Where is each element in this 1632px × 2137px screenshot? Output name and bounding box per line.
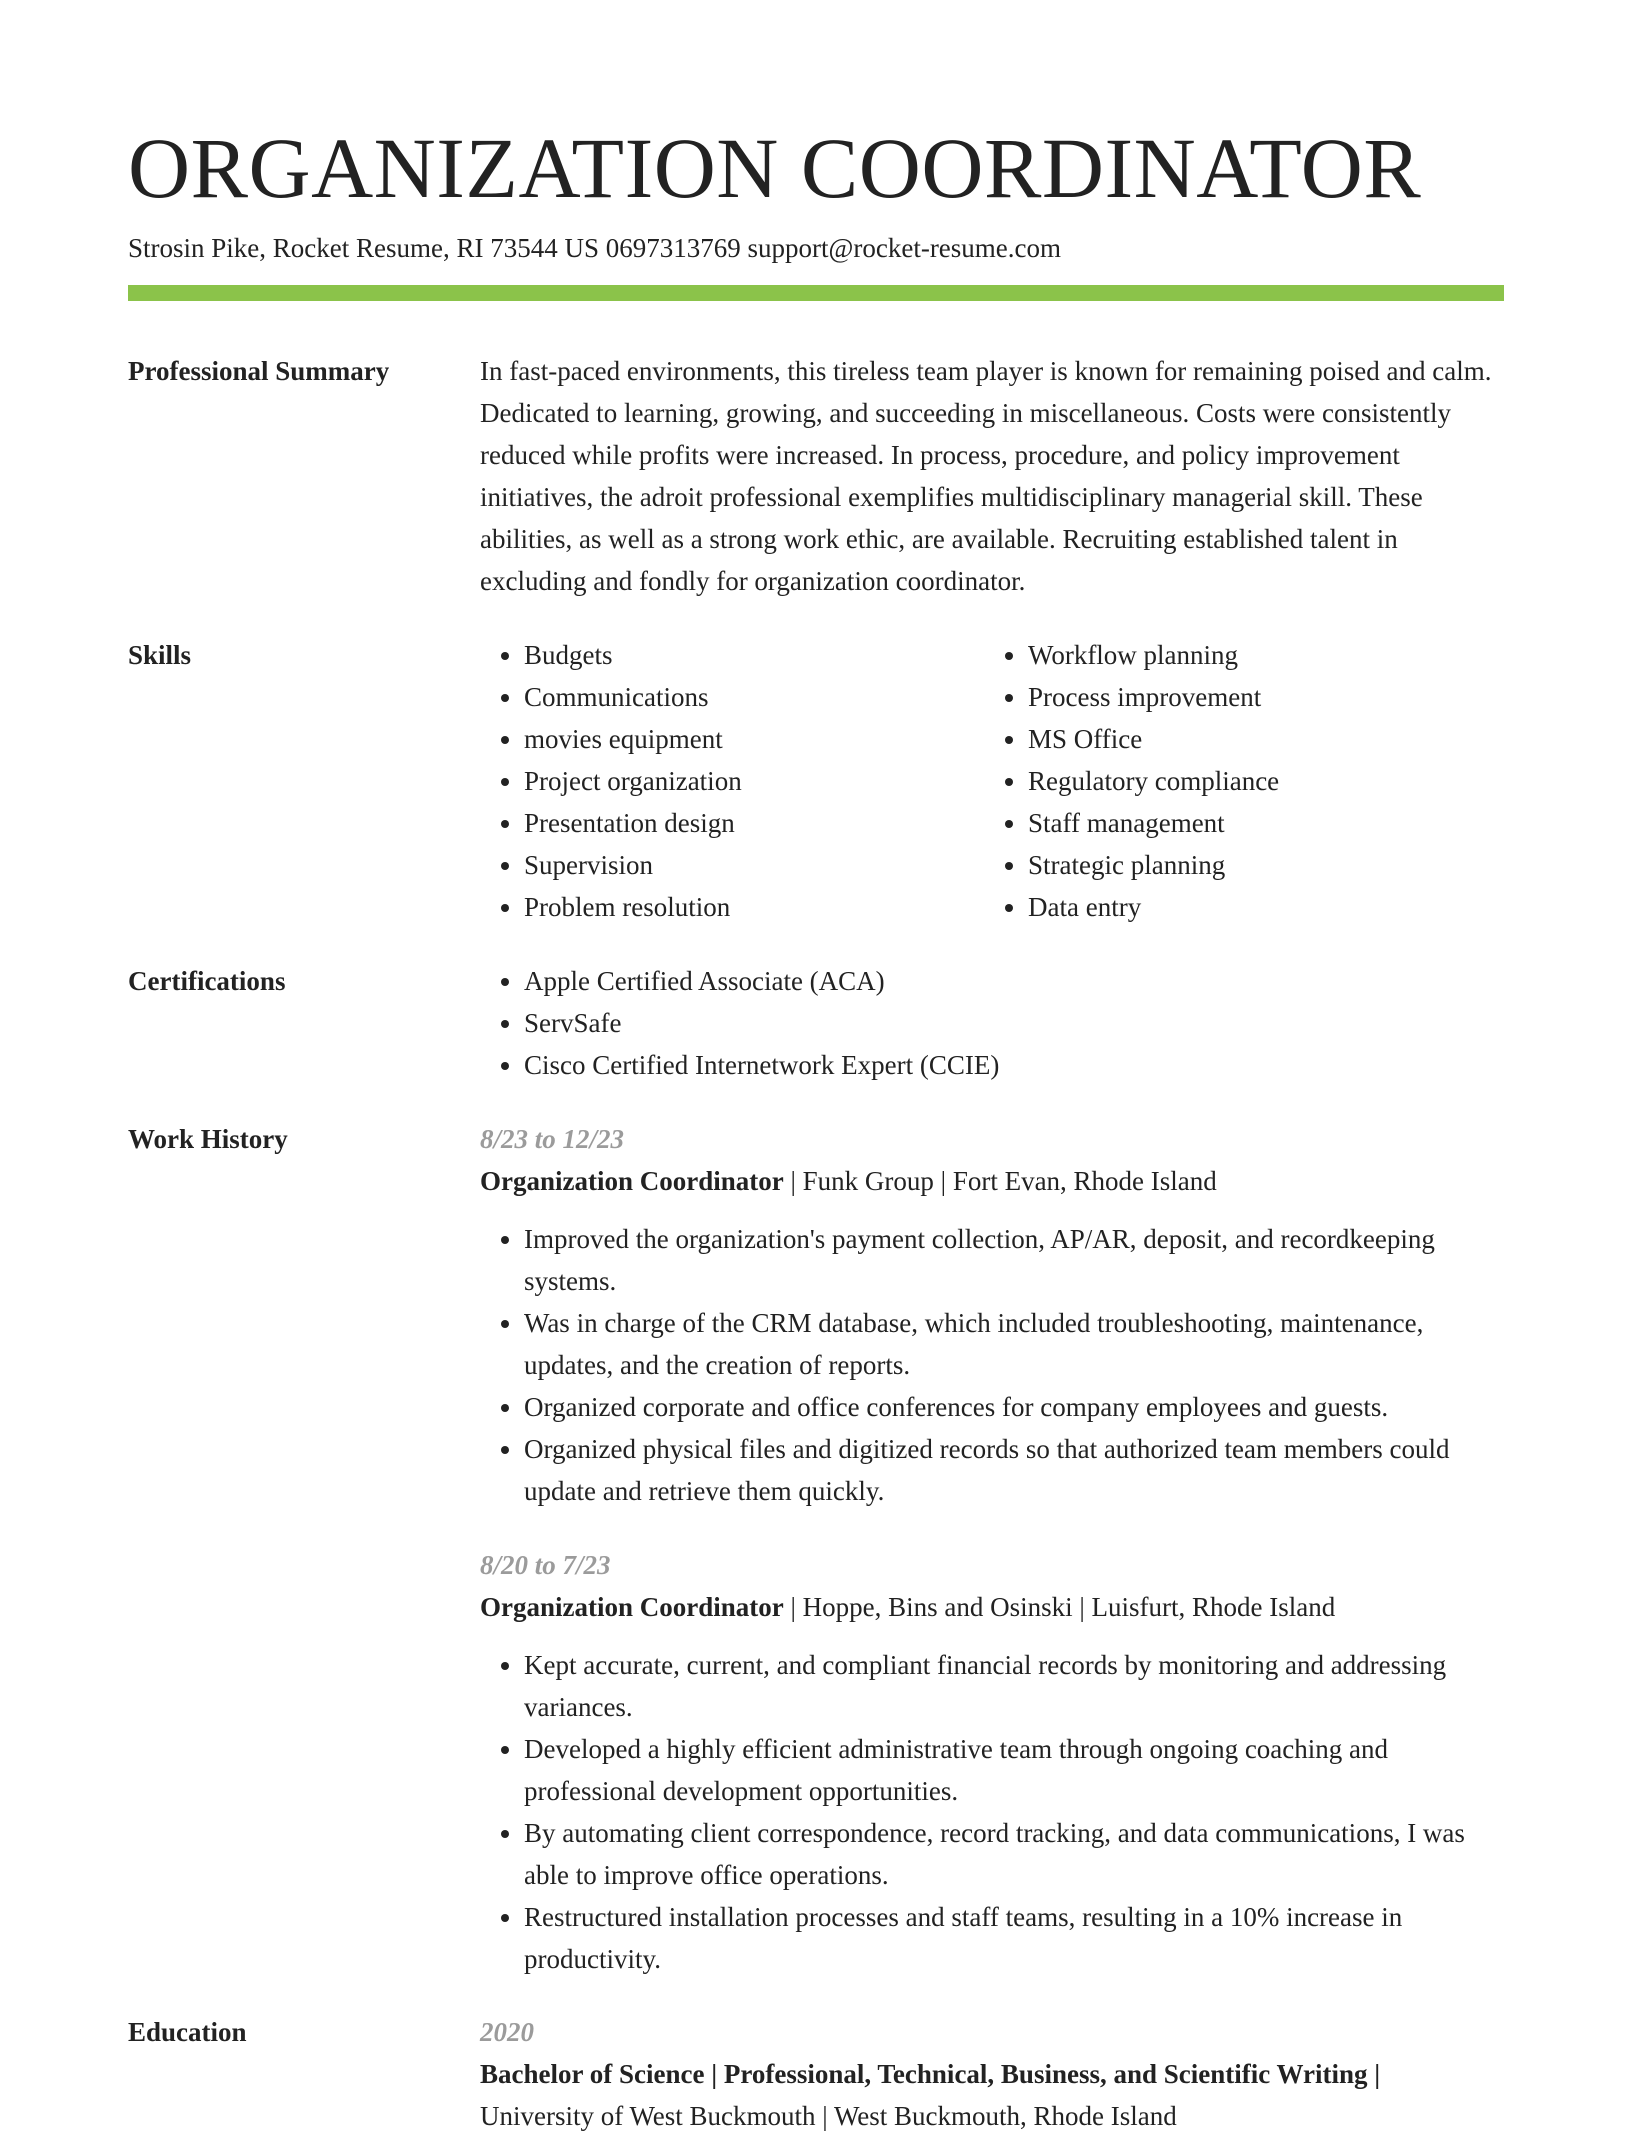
job-title: Organization Coordinator: [480, 1592, 784, 1622]
accent-divider: [128, 285, 1504, 301]
certifications-content: [480, 960, 1504, 1086]
education-year: 2020: [480, 2017, 534, 2047]
education-heading: Education: [128, 2017, 247, 2047]
certification-item: • Apple Certified Associate (ACA): [524, 960, 1504, 1002]
skill-item: • Presentation design: [524, 802, 984, 844]
skill-item: • movies equipment: [524, 718, 984, 760]
summary-text: In fast-paced environments, this tireless team player is known for remaining poised and calm. Dedicated to learning, growing, and succeeding in miscellaneous. Costs were consistently reduced while profits were increased. In process, procedure, and policy improvement initiatives, the adroit professional exemplifies multidisciplinary managerial skill. These abilities, as well as a strong work ethic, are available. Recruiting established talent in excluding and fondly for organization coordinator.: [480, 356, 1492, 596]
education-content: [480, 2011, 1504, 2137]
job-bullet: • Was in charge of the CRM database, which included troubleshooting, maintenance, updates, and the creation of reports.: [524, 1302, 1504, 1386]
job-bullet: • Organized physical files and digitized records so that authorized team members could update and retrieve them quickly.: [524, 1428, 1504, 1512]
job-bullet: • Kept accurate, current, and compliant financial records by monitoring and addressing variances.: [524, 1644, 1504, 1728]
job-bullet: • Restructured installation processes and staff teams, resulting in a 10% increase in productivity.: [524, 1896, 1504, 1980]
contact-info: Strosin Pike, Rocket Resume, RI 73544 US 0697313769 support@rocket-resume.com: [128, 233, 1062, 263]
skill-item: • Data entry: [1028, 886, 1488, 928]
job-details: | Hoppe, Bins and Osinski | Luisfurt, Rhode Island: [783, 1592, 1336, 1622]
skill-item: • Budgets: [524, 634, 984, 676]
work-history-heading: Work History: [128, 1124, 288, 1154]
job-bullet: • Developed a highly efficient administrative team through ongoing coaching and professional development opportunities.: [524, 1728, 1504, 1812]
education-degree: Bachelor of Science | Professional, Technical, Business, and Scientific Writing |: [480, 2059, 1381, 2089]
skills-heading: Skills: [128, 640, 192, 670]
job-entry: [480, 1544, 1504, 1980]
job-dates: 8/20 to 7/23: [480, 1550, 611, 1580]
summary-content: [480, 350, 1504, 602]
certification-item: • Cisco Certified Internetwork Expert (CCIE): [524, 1044, 1504, 1086]
skills-column-left: [480, 634, 984, 928]
skill-item: • Problem resolution: [524, 886, 984, 928]
skill-item: • Staff management: [1028, 802, 1488, 844]
skills-content: [480, 634, 1504, 928]
summary-heading: Professional Summary: [128, 356, 390, 386]
job-bullet: • Improved the organization's payment collection, AP/AR, deposit, and recordkeeping systems.: [524, 1218, 1504, 1302]
skill-item: • Process improvement: [1028, 676, 1488, 718]
education-school: University of West Buckmouth | West Buckmouth, Rhode Island: [480, 2101, 1177, 2131]
job-dates: 8/23 to 12/23: [480, 1124, 625, 1154]
skill-item: • Regulatory compliance: [1028, 760, 1488, 802]
job-title: Organization Coordinator: [480, 1166, 784, 1196]
certifications-heading: Certifications: [128, 966, 286, 996]
job-header: [480, 1160, 1504, 1202]
skill-item: • MS Office: [1028, 718, 1488, 760]
work-history-content: [480, 1118, 1504, 1980]
skills-column-right: [984, 634, 1488, 928]
skill-item: • Supervision: [524, 844, 984, 886]
job-entry: [480, 1118, 1504, 1512]
job-bullets: [480, 1218, 1504, 1512]
skill-item: • Project organization: [524, 760, 984, 802]
skill-item: • Communications: [524, 676, 984, 718]
job-header: [480, 1586, 1504, 1628]
job-bullet: • Organized corporate and office conferences for company employees and guests.: [524, 1386, 1504, 1428]
skill-item: • Strategic planning: [1028, 844, 1488, 886]
job-bullet: • By automating client correspondence, record tracking, and data communications, I was able to improve office operations.: [524, 1812, 1504, 1896]
job-bullets: [480, 1644, 1504, 1980]
skill-item: • Workflow planning: [1028, 634, 1488, 676]
job-details: | Funk Group | Fort Evan, Rhode Island: [783, 1166, 1217, 1196]
candidate-name: ORGANIZATION COORDINATOR: [128, 120, 1422, 216]
certification-item: • ServSafe: [524, 1002, 1504, 1044]
